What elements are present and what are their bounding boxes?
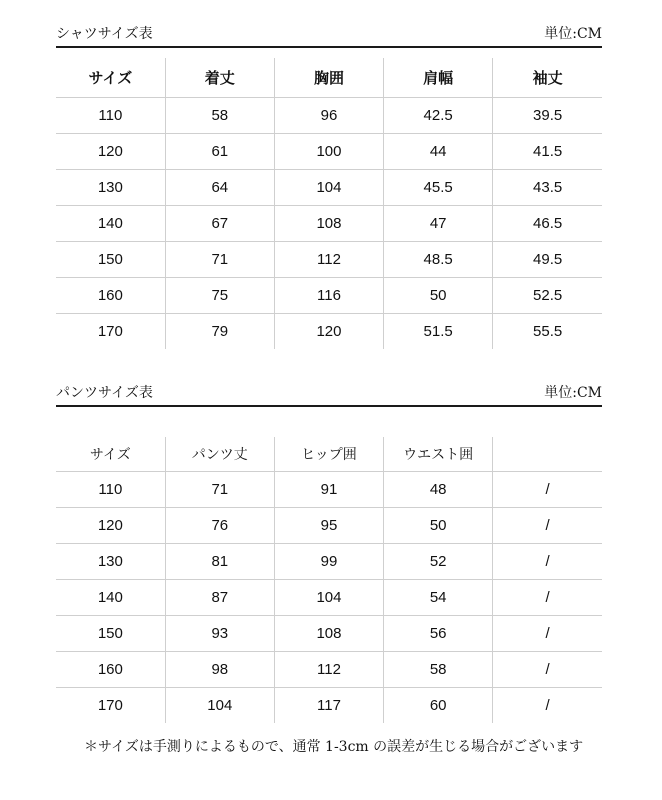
table-cell: 50 bbox=[384, 278, 493, 314]
column-header-sleeve: 袖丈 bbox=[493, 58, 602, 98]
table-cell: 108 bbox=[274, 206, 383, 242]
table-cell: 41.5 bbox=[493, 134, 602, 170]
column-header-chest: 胸囲 bbox=[274, 58, 383, 98]
table-row bbox=[56, 242, 602, 278]
table-cell: 150 bbox=[56, 242, 165, 278]
table-cell: 76 bbox=[165, 508, 274, 544]
table-cell: / bbox=[493, 472, 602, 508]
table-row bbox=[56, 278, 602, 314]
table-cell: 42.5 bbox=[384, 98, 493, 134]
table-row bbox=[56, 580, 602, 616]
table-cell: 112 bbox=[274, 242, 383, 278]
table-cell: 39.5 bbox=[493, 98, 602, 134]
table-cell: 87 bbox=[165, 580, 274, 616]
table-cell: 104 bbox=[274, 170, 383, 206]
table-row bbox=[56, 688, 602, 724]
table-cell: 110 bbox=[56, 472, 165, 508]
table-row bbox=[56, 98, 602, 134]
table-row bbox=[56, 170, 602, 206]
column-header-pants-length: パンツ丈 bbox=[165, 437, 274, 472]
table-cell: 58 bbox=[384, 652, 493, 688]
table-cell: 100 bbox=[274, 134, 383, 170]
table-cell: 120 bbox=[56, 134, 165, 170]
table-row bbox=[56, 206, 602, 242]
table-cell: 79 bbox=[165, 314, 274, 350]
pants-unit-label: 単位:CM bbox=[544, 385, 602, 401]
table-cell: 71 bbox=[165, 472, 274, 508]
table-cell: 60 bbox=[384, 688, 493, 724]
table-cell: 47 bbox=[384, 206, 493, 242]
table-row bbox=[56, 134, 602, 170]
table-cell: 49.5 bbox=[493, 242, 602, 278]
table-cell: 50 bbox=[384, 508, 493, 544]
table-cell: / bbox=[493, 616, 602, 652]
table-cell: 46.5 bbox=[493, 206, 602, 242]
table-cell: 120 bbox=[56, 508, 165, 544]
table-cell: / bbox=[493, 688, 602, 724]
measurement-footnote: ＊サイズは手測りによるもので、通常 1-3cm の誤差が生じる場合がございます bbox=[84, 739, 584, 755]
table-cell: 52.5 bbox=[493, 278, 602, 314]
table-row bbox=[56, 616, 602, 652]
table-cell: 170 bbox=[97, 323, 123, 340]
table-row bbox=[56, 314, 602, 350]
table-cell: / bbox=[493, 580, 602, 616]
table-cell: 91 bbox=[274, 472, 383, 508]
table-cell: / bbox=[493, 652, 602, 688]
table-cell: 54 bbox=[384, 580, 493, 616]
table-cell: 150 bbox=[56, 616, 165, 652]
table-cell: 99 bbox=[274, 544, 383, 580]
table-cell: 45.5 bbox=[384, 170, 493, 206]
table-cell: 58 bbox=[165, 98, 274, 134]
table-cell: 140 bbox=[56, 580, 165, 616]
table-cell: 56 bbox=[384, 616, 493, 652]
table-header-row bbox=[56, 437, 602, 472]
table-cell: 48 bbox=[384, 472, 493, 508]
table-header-row bbox=[56, 58, 602, 98]
table-cell: 64 bbox=[165, 170, 274, 206]
shirt-section-header bbox=[56, 24, 602, 48]
column-header-shoulder: 肩幅 bbox=[384, 58, 493, 98]
table-cell: 112 bbox=[274, 652, 383, 688]
table-cell: 43.5 bbox=[493, 170, 602, 206]
column-header-waist: ウエスト囲 bbox=[384, 437, 493, 472]
table-cell: 140 bbox=[56, 206, 165, 242]
table-cell: 160 bbox=[56, 652, 165, 688]
table-row bbox=[56, 508, 602, 544]
table-cell: / bbox=[493, 544, 602, 580]
table-cell: 96 bbox=[274, 98, 383, 134]
table-cell: 93 bbox=[165, 616, 274, 652]
table-cell: 116 bbox=[274, 278, 383, 314]
shirt-unit-label: 単位:CM bbox=[544, 26, 602, 42]
table-cell: 75 bbox=[165, 278, 274, 314]
table-cell: 120 bbox=[274, 314, 383, 350]
column-header-hip: ヒップ囲 bbox=[274, 437, 383, 472]
table-cell: 51.5 bbox=[384, 314, 493, 350]
table-cell: 95 bbox=[274, 508, 383, 544]
column-header-empty bbox=[493, 437, 602, 472]
table-cell: 71 bbox=[165, 242, 274, 278]
table-cell: 52 bbox=[384, 544, 493, 580]
shirt-size-table bbox=[56, 58, 602, 349]
column-header-length: 着丈 bbox=[165, 58, 274, 98]
table-cell: 61 bbox=[165, 134, 274, 170]
table-cell: 81 bbox=[165, 544, 274, 580]
column-header-size: サイズ bbox=[56, 437, 165, 472]
table-cell: 98 bbox=[165, 652, 274, 688]
table-cell: 48.5 bbox=[384, 242, 493, 278]
table-cell: 110 bbox=[56, 98, 165, 134]
table-cell: 130 bbox=[56, 170, 165, 206]
table-cell: 104 bbox=[165, 688, 274, 724]
pants-size-table bbox=[56, 437, 602, 723]
table-cell: 130 bbox=[56, 544, 165, 580]
table-cell: 160 bbox=[56, 278, 165, 314]
shirt-table-title: シャツサイズ表 bbox=[56, 26, 153, 42]
table-row bbox=[56, 472, 602, 508]
column-header-size: サイズ bbox=[56, 58, 165, 98]
table-cell: 55.5 bbox=[493, 314, 602, 350]
table-cell: 104 bbox=[274, 580, 383, 616]
table-cell: 108 bbox=[274, 616, 383, 652]
table-row bbox=[56, 652, 602, 688]
pants-table-title: パンツサイズ表 bbox=[56, 385, 153, 401]
table-cell: 44 bbox=[384, 134, 493, 170]
table-row bbox=[56, 544, 602, 580]
table-cell: 117 bbox=[274, 688, 383, 724]
table-cell: / bbox=[493, 508, 602, 544]
pants-section-header bbox=[56, 383, 602, 407]
table-cell: 67 bbox=[165, 206, 274, 242]
table-cell: 170 bbox=[97, 697, 123, 714]
